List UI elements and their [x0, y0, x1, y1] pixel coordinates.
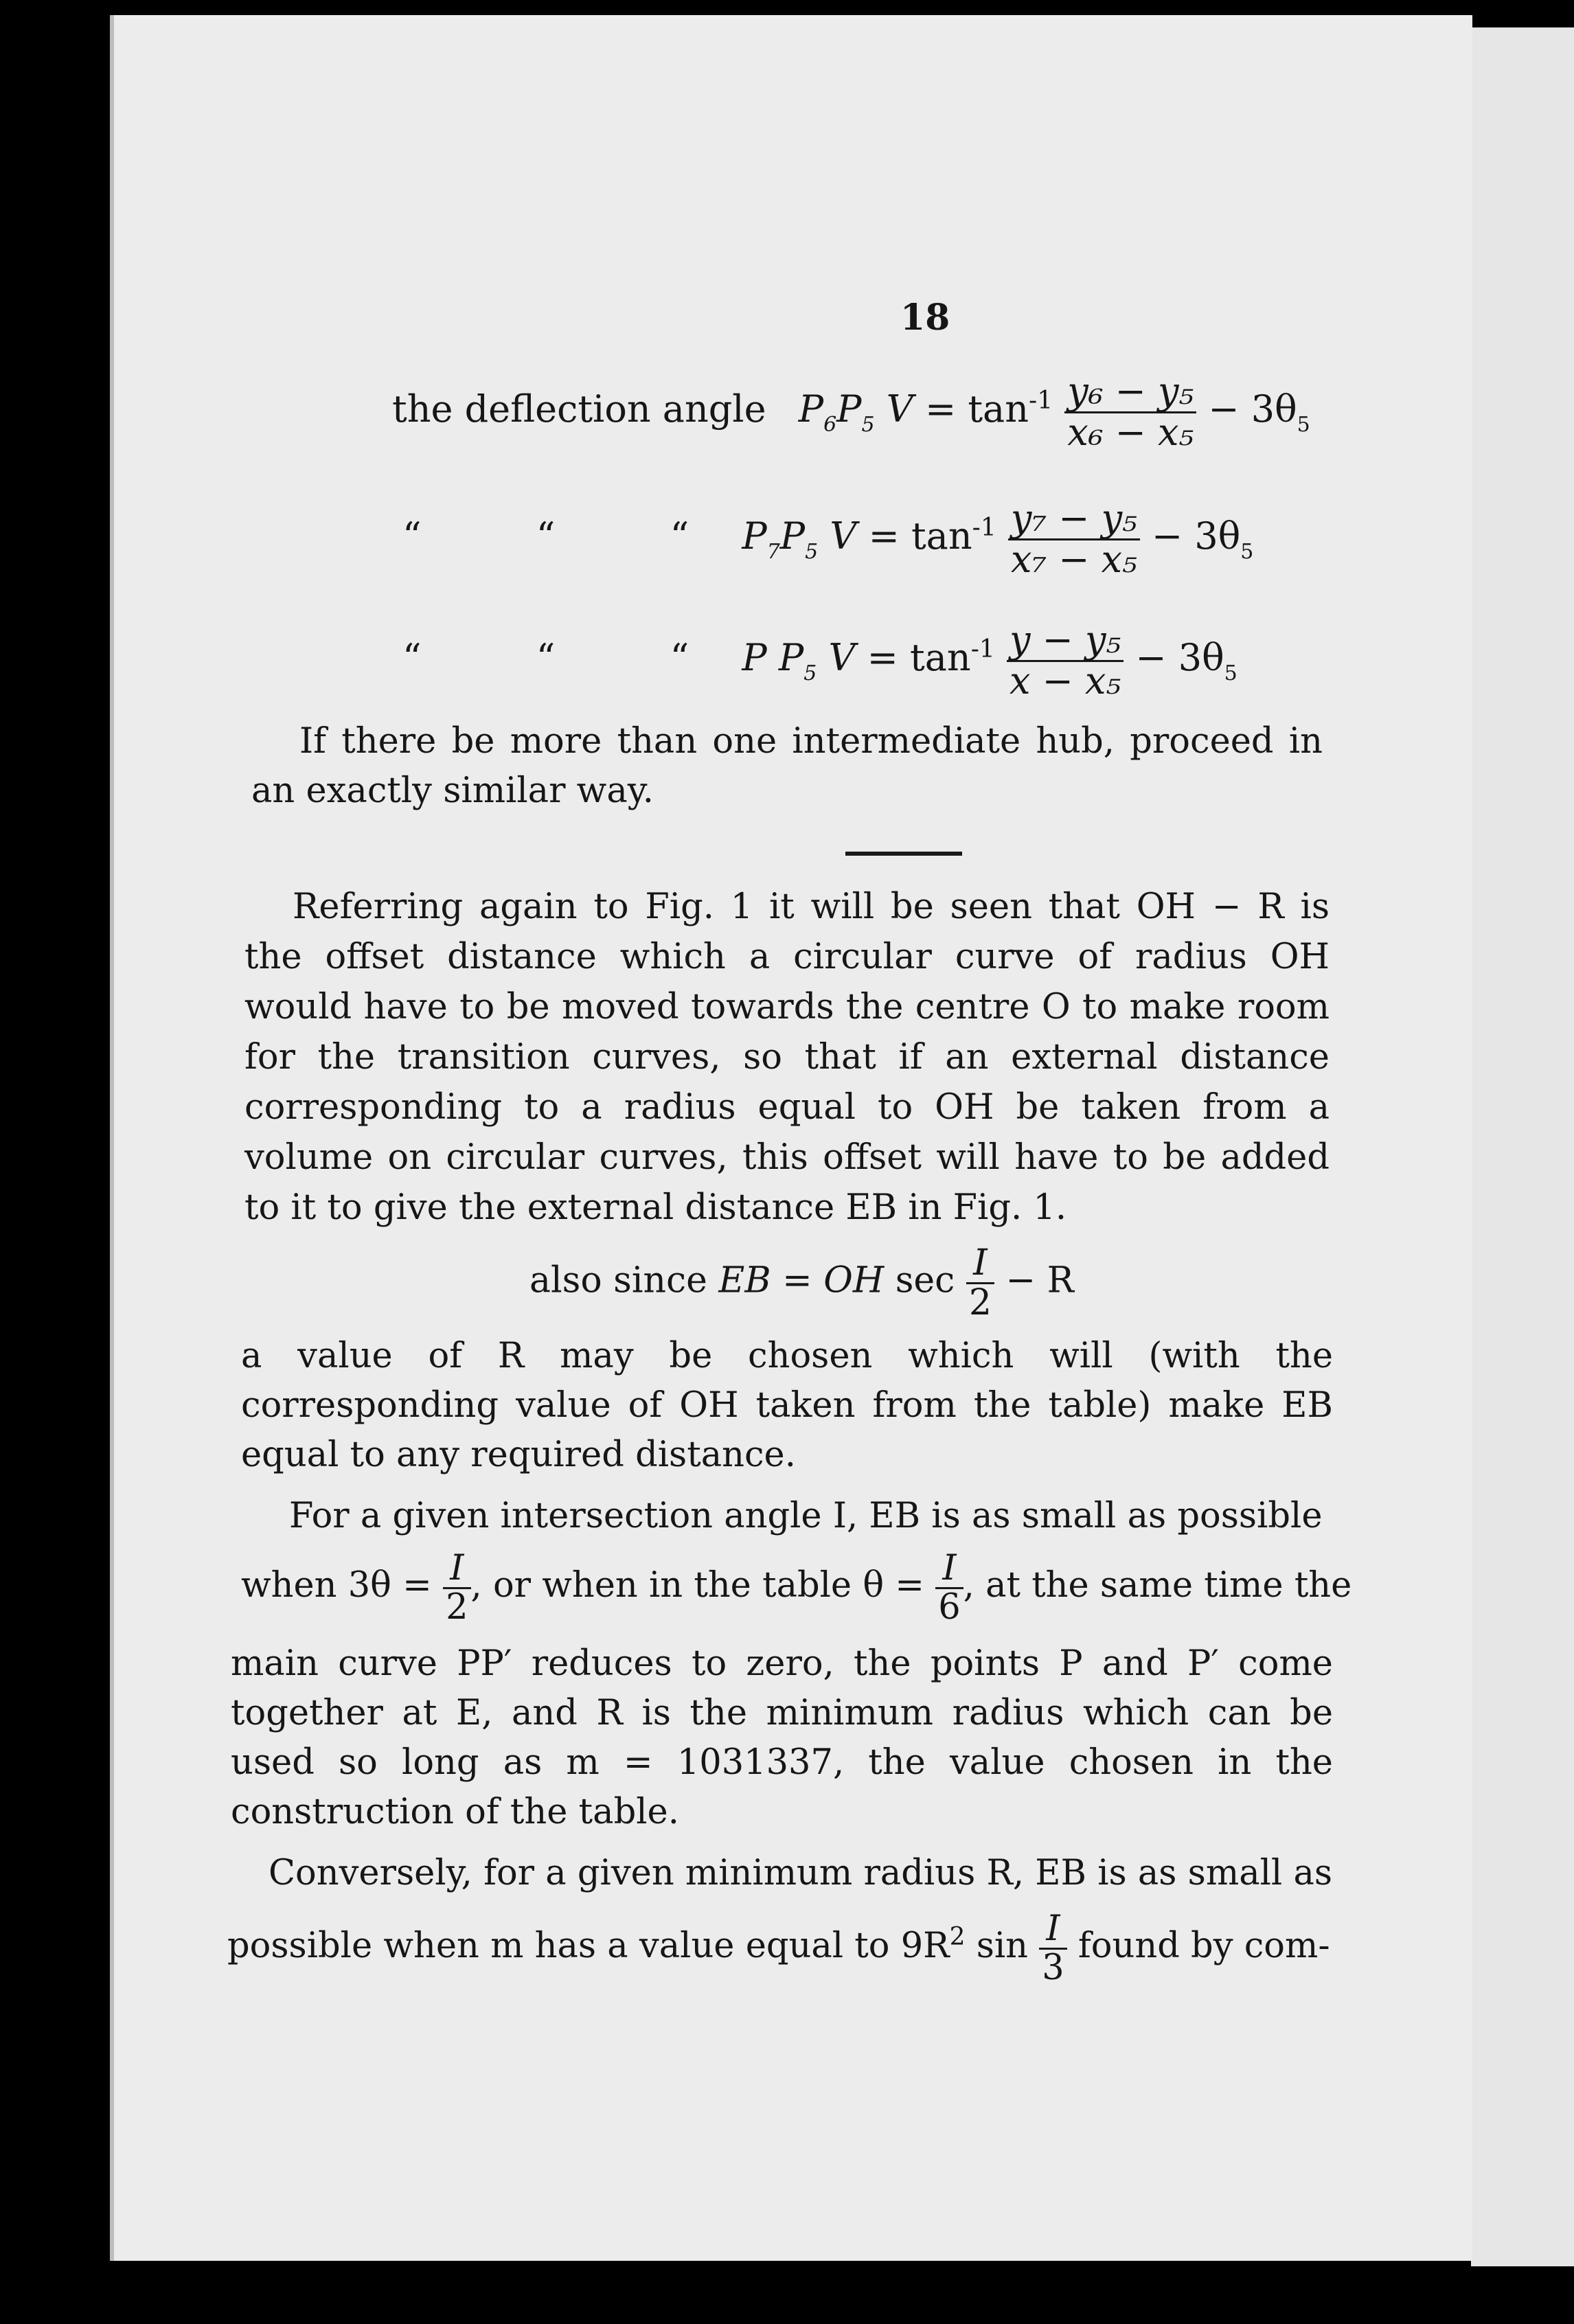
eq1-tail: − $3\theta_5$ — [1208, 387, 1310, 437]
eq2-angle: $P_7P_5$ V — [742, 514, 857, 565]
eq1-inverse: -1 — [1029, 387, 1053, 415]
eq2-fraction: $\frac{\text{y₇ − y₅}}{\text{x₇ − x₅}}$ — [1008, 499, 1140, 579]
deflection-equation-3 — [402, 618, 1237, 703]
r-squared-superscript: 2 — [949, 1923, 966, 1952]
eq2-equals-tan: = tan — [868, 514, 972, 558]
eq1-angle: $P_6P_5$ V — [798, 387, 913, 437]
sin-label: sin — [976, 1926, 1029, 1967]
when-three-theta: when 3θ = — [241, 1565, 432, 1606]
eq2-ditto-2: “ — [536, 514, 556, 558]
paragraph-given-angle-line2 — [241, 1548, 1352, 1628]
eq3-fraction: $\frac{\text{y − y₅}}{\text{x − x₅}}$ — [1007, 621, 1124, 700]
page-content — [114, 15, 1472, 2261]
paragraph-value-of-r: a value of R may be chosen which will (with the corresponding value of OH taken from the table) make EB equal to any required distance. — [241, 1336, 1333, 1475]
eq2-ditto-1: “ — [402, 514, 422, 558]
section-divider-rule — [845, 852, 962, 856]
same-time-text: , at the same time the — [963, 1565, 1352, 1606]
book-page — [110, 15, 1472, 2261]
eq2-ditto-3: “ — [670, 514, 689, 558]
fraction-i-over-2: $\frac{I}{2}$ — [443, 1550, 470, 1626]
conversely-lead: possible when m has a value equal to 9R — [227, 1926, 950, 1967]
deflection-equation-2 — [402, 499, 1253, 579]
eq3-ditto-2: “ — [536, 636, 556, 680]
also-since-fraction: $\frac{I}{2}$ — [966, 1244, 994, 1321]
eq1-fraction: $\frac{\text{y₆ − y₅}}{\text{x₆ − x₅}}$ — [1064, 372, 1196, 452]
fraction-i-over-3: $\frac{I}{3}$ — [1039, 1911, 1067, 1986]
also-since-lead: also since — [529, 1260, 707, 1301]
eq3-ditto-1: “ — [402, 636, 422, 680]
eq3-equals-tan: = tan — [867, 636, 971, 680]
eq3-angle: P $P_5$ V — [742, 636, 856, 686]
also-since-sec: sec — [895, 1260, 955, 1301]
eq1-lead: the deflection angle — [392, 387, 766, 431]
adjacent-page-edge — [1471, 27, 1574, 2266]
eq3-ditto-3: “ — [670, 636, 689, 680]
paragraph-intermediate-hub: If there be more than one intermediate hub, proceed in an exactly similar way. — [251, 721, 1323, 811]
also-since-equation — [529, 1244, 1074, 1321]
also-since-oh: OH — [823, 1260, 885, 1301]
eq2-tail: − $3\theta_5$ — [1151, 514, 1254, 565]
table-theta-text: , or when in the table θ = — [470, 1565, 924, 1606]
also-since-tail: − R — [1005, 1260, 1074, 1301]
also-since-equals: = — [782, 1260, 812, 1301]
eq3-tail: − $3\theta_5$ — [1135, 636, 1237, 686]
page-number: 18 — [900, 297, 950, 339]
paragraph-given-angle-rest: main curve PP′ reduces to zero, the points P and P′ come together at E, and R is the minimum radius which can be used so long as m = 1031337, the value chosen in the construction of the table. — [231, 1643, 1333, 1832]
deflection-equation-1 — [392, 369, 1310, 454]
also-since-lhs: EB — [718, 1260, 771, 1301]
eq1-equals-tan: = tan — [924, 387, 1029, 431]
conversely-tail: found by com- — [1077, 1926, 1330, 1967]
paragraph-conversely-line1: Conversely, for a given minimum radius R, EB is as small as — [269, 1853, 1333, 1893]
paragraph-referring-fig1: Referring again to Fig. 1 it will be seen that OH − R is the offset distance which a circular curve of radius OH would have to be moved towards the centre O to make room for the transition curves, so that if an external distance corresponding to a radius equal to OH be taken from a volume on circular curves, this offset will have to be added to it to give the external distance EB in Fig. 1. — [244, 887, 1330, 1228]
fraction-i-over-6: $\frac{I}{6}$ — [935, 1550, 963, 1626]
eq3-inverse: -1 — [970, 635, 995, 664]
eq2-inverse: -1 — [972, 514, 996, 543]
paragraph-given-angle-line1: For a given intersection angle I, EB is as small as possible — [289, 1496, 1323, 1536]
paragraph-conversely-line2 — [227, 1911, 1330, 1986]
